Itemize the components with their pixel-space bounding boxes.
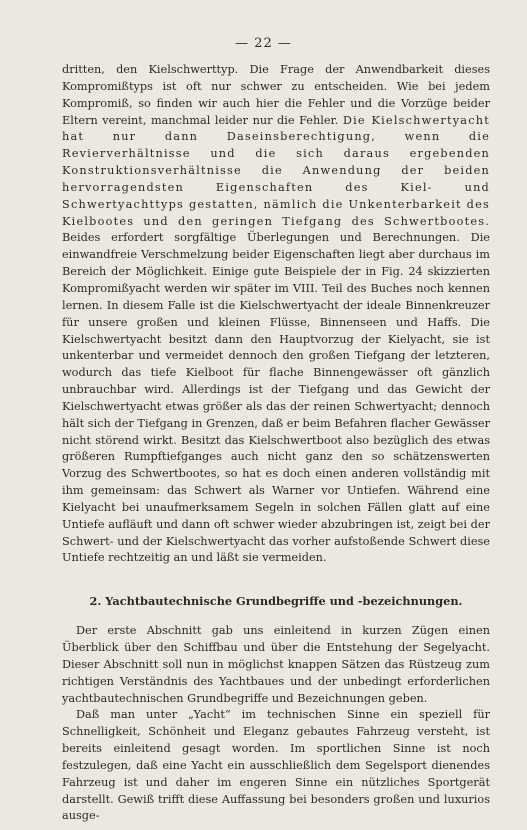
paragraph-text: dritten, den Kielschwerttyp. Die Frage der Anwendbarkeit dieses Kompromißtyps ist oft nur schwer zu entscheiden. Wie bei jedem Kompromiß, so finden wir auch hier die Fehler und die Vorzüge beider Eltern vereint, manchmal leider nur die Fehler. (62, 63, 490, 127)
page-number: — 22 — (235, 36, 292, 51)
paragraph-overview: Der erste Abschnitt gab uns einleitend in kurzen Zügen einen Überblick über den Schiffbau und über die Entstehung der Segelyacht. Dieser Abschnitt soll nun in möglichst knappen Sätzen das Rüstzeug zum richtigen Verständnis des Yachtbaues und der unbedingt erforderlichen yachtbautechnischen Grundbegriffe und Bezeichnungen geben. (62, 624, 490, 705)
paragraph-kielschwertyacht (62, 62, 490, 567)
section-heading: 2. Yachtbautechnische Grundbegriffe und -bezeichnungen. (89, 594, 463, 609)
paragraph-yacht-definition: Daß man unter „Yacht“ im technischen Sinne ein speziell für Schnelligkeit, Schönheit und Eleganz gebautes Fahrzeug versteht, ist bereits einleitend gesagt worden. Im sportlichen Sinne ist noch festzulegen, daß eine Yacht ein ausschließlich dem Segelsport dienendes Fahrzeug ist und daher im engeren Sinne ein nützliches Sportgerät darstellt. Gewiß trifft diese Auffassung bei besonders großen und luxurios ausge- (62, 708, 490, 823)
spaced-emphasis-text: Die Kielschwertyacht hat nur dann Daseinsberechtigung, wenn die Revierverhältnisse und die sich daraus ergebenden Konstruktionsverhältnisse die Anwendung der beiden hervorragendsten Eigenschaften des Kiel- und Schwertyachttyps gestatten, nämlich die Unkenterbarkeit des Kielbootes und den geringen Tiefgang des Schwertbootes. (62, 113, 490, 228)
page-body (62, 62, 490, 825)
paragraph-text: Beides erfordert sorgfältige Überlegungen und Berechnungen. Die einwandfreie Verschmelzung beider Eigenschaften liegt aber durchaus im Bereich der Möglichkeit. Einige gute Beispiele der in Fig. 24 skizzierten Kompromißyacht werden wir später im VIII. Teil des Buches noch kennen lernen. In diesem Falle ist die Kielschwertyacht der ideale Binnenkreuzer für unsere großen und kleinen Flüsse, Binnenseen und Haffs. Die Kielschwertyacht besitzt dann den Hauptvorzug der Kielyacht, sie ist unkenterbar und vermeidet dennoch den großen Tiefgang der letzteren, wodurch das tiefe Kielboot für flache Binnengewässer oft gänzlich unbrauchbar wird. Allerdings ist der Tiefgang und das Gewicht der Kielschwertyacht etwas größer als das der reinen Schwertyacht; dennoch hält sich der Tiefgang in Grenzen, daß er beim Befahren flacher Gewässer nicht störend wirkt. Besitzt das Kielschwertboot also bezüglich des etwas größeren Rumpftiefganges auch nicht ganz den so schätzenswerten Vorzug des Schwertbootes, so hat es doch einen anderen vollständig mit ihm gemeinsam: das Schwert als Warner vor Untiefen. Während eine Kielyacht bei unaufmerksamem Segeln in solchen Fällen glatt auf eine Untiefe aufläuft und dann oft schwer wieder abzubringen ist, zeigt bei der Schwert- und der Kielschwertyacht das vorher aufstoßende Schwert diese Untiefe rechtzeitig an und läßt sie vermeiden. (62, 231, 490, 565)
